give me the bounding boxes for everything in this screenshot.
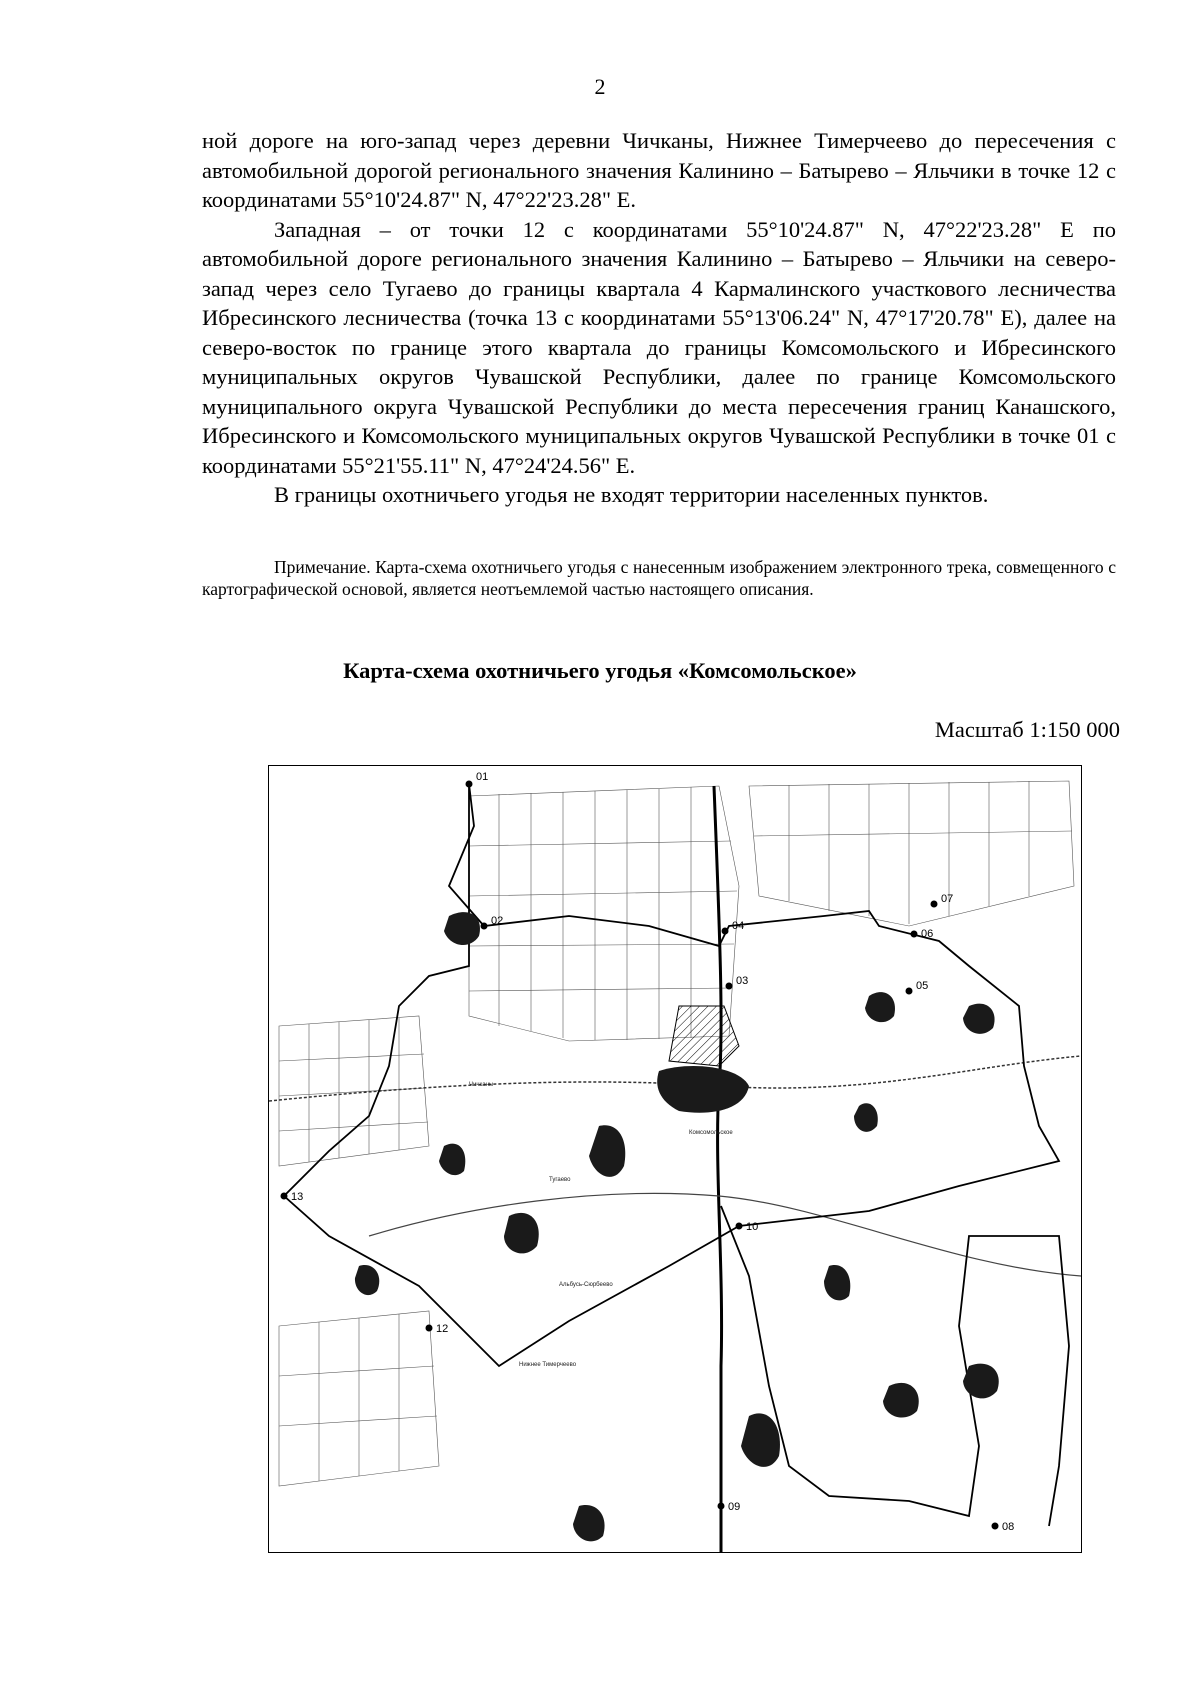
hunting-ground-boundary-south [721, 1206, 1069, 1526]
map-scale: Масштаб 1:150 000 [934, 717, 1120, 742]
point-label-03: 03 [736, 975, 749, 987]
place-label-chichkany: Чичканы [469, 1082, 494, 1088]
page-number: 2 [594, 74, 606, 99]
map-image [269, 766, 1081, 1552]
forest-quarters-west [279, 1016, 429, 1166]
body-text [202, 126, 1116, 510]
point-label-09: 09 [728, 1501, 741, 1513]
point-label-04: 04 [732, 920, 745, 932]
note-text: Примечание. Карта-схема охотничьего угодья с нанесенным изображением электронного трека, совмещенного с картографической основой, является неотъемлемой частью настоящего описания. [202, 557, 1116, 599]
point-label-06: 06 [921, 928, 934, 940]
map-scheme [268, 765, 1082, 1553]
point-label-13: 13 [291, 1191, 304, 1203]
settlements [355, 912, 999, 1541]
place-label-komsomolskoe: Комсомольское [689, 1130, 733, 1136]
point-label-01: 01 [476, 771, 489, 783]
place-label-tugaevo: Тугаево [549, 1177, 571, 1183]
point-label-10: 10 [746, 1221, 759, 1233]
paragraph-western-boundary: Западная – от точки 12 с координатами 55°10'24.87" N, 47°22'23.28" E по автомобильной дороге регионального значения Калинино – Батырево – Яльчики на северо-запад через село Тугаево до границы квартала 4 Кармалинского участкового лесничества Ибресинского лесничества (точка 13 с координатами 55°13'06.24" N, 47°17'20.78" E), далее на северо-восток по границе этого квартала до границы Комсомольского и Ибресинского муниципальных округов Чувашской Республики, далее по границе Комсомольского муниципального округа Чувашской Республики до места пересечения границ Канашского, Ибресинского и Комсомольского муниципальных округов Чувашской Республики в точке 01 с координатами 55°21'55.11" N, 47°24'24.56" E. [202, 216, 1116, 478]
point-label-02: 02 [491, 915, 504, 927]
point-label-12: 12 [436, 1323, 449, 1335]
forest-quarters-north [469, 786, 739, 1041]
point-label-08: 08 [1002, 1521, 1015, 1533]
main-road [714, 786, 722, 1552]
point-label-07: 07 [941, 893, 954, 905]
forest-quarters-southwest [279, 1311, 439, 1486]
point-label-05: 05 [916, 980, 929, 992]
place-label-albus-syurbeevo: Альбусь-Сюрбеево [559, 1282, 613, 1288]
forest-quarters-northeast [749, 781, 1074, 926]
paragraph-continuation: ной дороге на юго-запад через деревни Чичканы, Нижнее Тимерчеево до пересечения с автомобильной дорогой регионального значения Калинино – Батырево – Яльчики в точке 12 с координатами 55°10'24.87" N, 47°22'23.28" E. [202, 128, 1116, 212]
map-title: Карта-схема охотничьего угодья «Комсомольское» [343, 658, 857, 683]
paragraph-settlements-exclusion: В границы охотничьего угодья не входят территории населенных пунктов. [274, 482, 989, 507]
hatched-area [669, 1006, 739, 1066]
place-label-nizhnee-timercheevo: Нижнее Тимерчеево [519, 1362, 577, 1368]
note [202, 556, 1116, 600]
